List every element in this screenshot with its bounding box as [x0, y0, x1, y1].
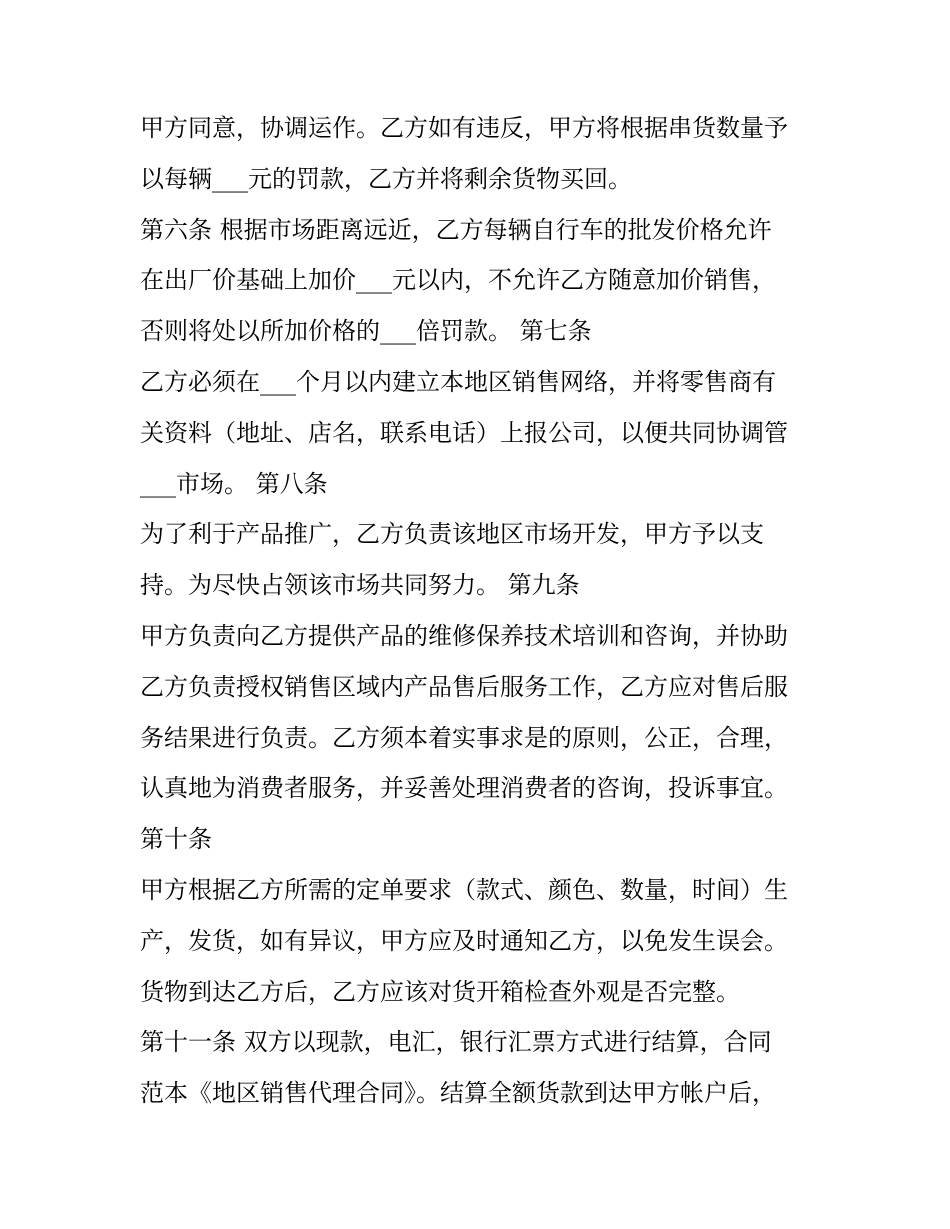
text-line: 在出厂价基础上加价___元以内，不允许乙方随意加价销售，: [140, 266, 776, 295]
text-line: 第六条 根据市场距离远近，乙方每辆自行车的批发价格允许: [140, 215, 772, 244]
text-line: 甲方同意，协调运作。乙方如有违反，甲方将根据串货数量予: [140, 114, 788, 142]
text-line: 持。为尽快占领该市场共同努力。 第九条: [140, 571, 580, 600]
text-line: 乙方负责授权销售区域内产品售后服务工作，乙方应对售后服: [140, 672, 788, 701]
text-line: 认真地为消费者服务，并妥善处理消费者的咨询，投诉事宜。: [140, 774, 788, 803]
text-line: 务结果进行负责。乙方须本着实事求是的原则，公正，合理，: [140, 723, 788, 752]
text-line: 乙方必须在___个月以内建立本地区销售网络，并将零售商有: [140, 367, 776, 396]
text-line: 甲方负责向乙方提供产品的维修保养技术培训和咨询，并协助: [140, 621, 788, 650]
text-line: 关资料（地址、店名，联系电话）上报公司，以便共同协调管: [140, 418, 788, 447]
text-line: 第十条: [140, 825, 212, 854]
text-line: 货物到达乙方后，乙方应该对货开箱检查外观是否完整。: [140, 977, 740, 1006]
text-line: 产，发货，如有异议，甲方应及时通知乙方，以免发生误会。: [140, 926, 788, 955]
contract-text: [140, 103, 830, 1119]
text-line: 否则将处以所加价格的___倍罚款。 第七条: [140, 317, 592, 346]
text-line: 范本《地区销售代理合同》。结算全额货款到达甲方帐户后，: [140, 1079, 776, 1108]
text-line: 第十一条 双方以现款，电汇，银行汇票方式进行结算，合同: [140, 1028, 772, 1057]
text-line: 以每辆___元的罚款，乙方并将剩余货物买回。: [140, 164, 632, 193]
text-line: ___市场。 第八条: [140, 469, 328, 498]
text-line: 甲方根据乙方所需的定单要求（款式、颜色、数量，时间）生: [140, 875, 788, 904]
text-line: 为了利于产品推广，乙方负责该地区市场开发，甲方予以支: [140, 520, 764, 549]
